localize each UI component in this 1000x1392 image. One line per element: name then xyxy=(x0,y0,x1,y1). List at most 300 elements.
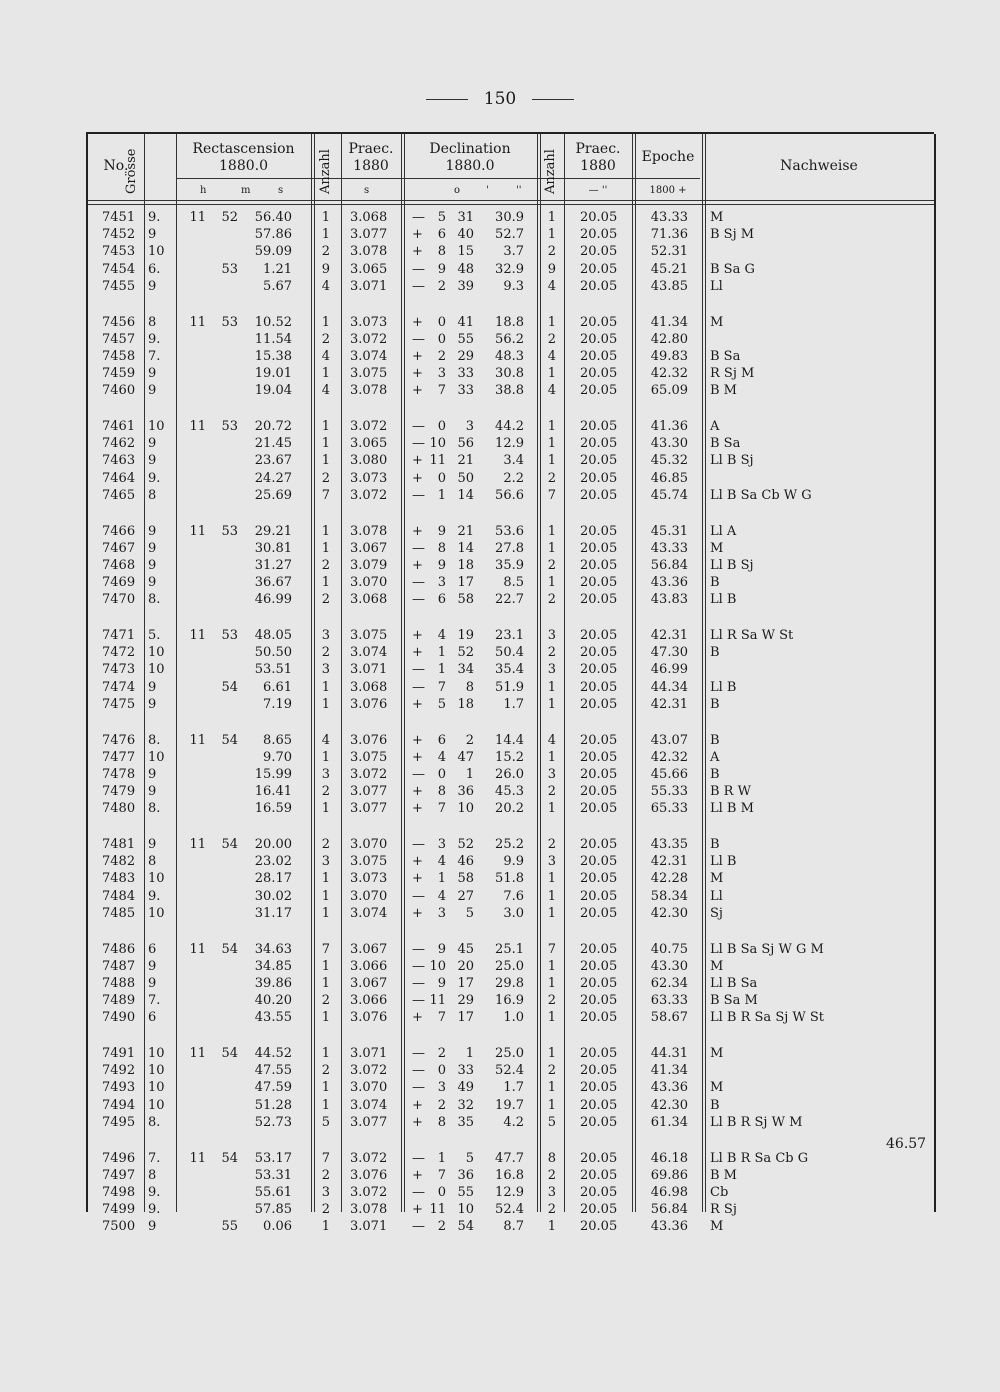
ra-seconds: 24.27 xyxy=(254,470,292,486)
dec-arcmin: 33 xyxy=(457,383,474,399)
dec-sign: — xyxy=(412,1219,425,1235)
table-row xyxy=(88,382,934,399)
star-number: 7456 xyxy=(102,314,136,330)
dec-count: 4 xyxy=(547,348,556,364)
ra-seconds: 53.17 xyxy=(254,1150,292,1166)
magnitude: 9 xyxy=(148,766,157,782)
dec-arcmin: 29 xyxy=(457,348,474,364)
dec-sign: + xyxy=(412,1097,423,1113)
dec-sign: + xyxy=(412,523,423,539)
references: Ll B R Sa Sj W St xyxy=(710,1010,825,1026)
table-row xyxy=(88,314,934,331)
references: R Sj xyxy=(710,1202,737,1218)
epoch: 49.83 xyxy=(650,348,688,364)
magnitude: 8. xyxy=(148,801,161,817)
dec-arcsec: 50.4 xyxy=(495,645,524,661)
dec-degrees: 10 xyxy=(429,436,446,452)
dec-arcmin: 56 xyxy=(457,436,474,452)
dec-arcmin: 18 xyxy=(457,696,474,712)
dec-degrees: 4 xyxy=(437,854,446,870)
references: Ll xyxy=(710,888,723,904)
epoch: 42.32 xyxy=(650,749,688,765)
references: Ll B Sj xyxy=(710,557,754,573)
ra-precession: 3.067 xyxy=(350,540,388,556)
references: Ll B xyxy=(710,679,737,695)
dec-sign: — xyxy=(412,662,425,678)
references: Ll B M xyxy=(710,801,754,817)
dec-sign: — xyxy=(412,766,425,782)
ra-count: 1 xyxy=(321,540,330,556)
ra-seconds: 20.72 xyxy=(254,419,292,434)
dec-degrees: 0 xyxy=(437,1063,446,1079)
dec-count: 1 xyxy=(547,210,556,225)
header-praec-dec-year: 1880 xyxy=(580,158,616,174)
table-row xyxy=(88,591,934,608)
table-row xyxy=(88,992,934,1009)
ra-count: 1 xyxy=(321,1219,330,1235)
magnitude: 9. xyxy=(148,210,161,225)
references: M xyxy=(710,958,724,974)
dec-arcsec: 38.8 xyxy=(495,383,524,399)
dec-precession: 20.05 xyxy=(580,1063,618,1079)
dec-arcsec: 48.3 xyxy=(495,348,524,364)
epoch: 46.99 xyxy=(650,662,688,678)
dec-sign: + xyxy=(412,348,423,364)
dec-degrees: 7 xyxy=(437,679,446,695)
ra-seconds: 36.67 xyxy=(254,575,292,591)
star-number: 7454 xyxy=(102,261,136,277)
epoch: 42.31 xyxy=(650,696,688,712)
dec-arcsec: 45.3 xyxy=(495,784,524,800)
dec-sign: + xyxy=(412,1010,423,1026)
ra-minutes: 54 xyxy=(221,941,238,957)
dec-count: 1 xyxy=(547,419,556,434)
ra-precession: 3.070 xyxy=(350,575,388,591)
table-row xyxy=(88,435,934,452)
magnitude: 9 xyxy=(148,1219,157,1235)
magnitude: 7. xyxy=(148,993,161,1009)
ra-hours: 11 xyxy=(189,314,206,330)
dec-degrees: 6 xyxy=(437,227,446,243)
dec-precession: 20.05 xyxy=(580,958,618,974)
dec-sign: + xyxy=(412,1202,423,1218)
dec-arcsec: 51.9 xyxy=(495,679,524,695)
dec-degrees: 3 xyxy=(437,575,446,591)
ra-count: 2 xyxy=(321,470,330,486)
dec-arcsec: 4.2 xyxy=(503,1114,524,1130)
ra-count: 2 xyxy=(321,557,330,573)
dec-count: 3 xyxy=(547,854,556,870)
dec-arcmin: 36 xyxy=(457,1167,474,1183)
dec-arcmin: 55 xyxy=(457,331,474,347)
star-number: 7476 xyxy=(102,732,136,748)
dec-degrees: 1 xyxy=(437,662,446,678)
magnitude: 9 xyxy=(148,523,157,539)
dec-arcmin: 33 xyxy=(457,1063,474,1079)
dec-precession: 20.05 xyxy=(580,696,618,712)
references: Sj xyxy=(710,905,723,921)
dec-sign: + xyxy=(412,314,423,330)
dec-degrees: 11 xyxy=(429,453,446,469)
dec-count: 2 xyxy=(547,557,556,573)
dec-arcmin: 32 xyxy=(457,1097,474,1113)
dec-count: 1 xyxy=(547,1046,556,1061)
header-bottom-rule xyxy=(88,200,934,205)
ra-seconds: 5.67 xyxy=(263,278,292,294)
ra-count: 2 xyxy=(321,645,330,661)
dec-precession: 20.05 xyxy=(580,348,618,364)
star-number: 7463 xyxy=(102,453,136,469)
dec-degrees: 8 xyxy=(437,540,446,556)
ra-minutes: 54 xyxy=(221,837,238,852)
references: M xyxy=(710,540,724,556)
dec-arcmin: 21 xyxy=(457,523,474,539)
table-row xyxy=(88,836,934,853)
ra-seconds: 16.41 xyxy=(254,784,292,800)
dec-precession: 20.05 xyxy=(580,679,618,695)
dec-degrees: 0 xyxy=(437,470,446,486)
ra-precession: 3.072 xyxy=(350,331,388,347)
dec-degrees: 7 xyxy=(437,801,446,817)
star-number: 7457 xyxy=(102,331,136,347)
dec-precession: 20.05 xyxy=(580,453,618,469)
dec-arcsec: 29.8 xyxy=(495,975,524,991)
dec-precession: 20.05 xyxy=(580,766,618,782)
dec-degrees: 11 xyxy=(429,1202,446,1218)
ra-seconds: 19.04 xyxy=(254,383,292,399)
dec-degrees: 2 xyxy=(437,348,446,364)
dec-sign: + xyxy=(412,470,423,486)
references: B Sa M xyxy=(710,993,758,1009)
ra-count: 1 xyxy=(321,975,330,991)
dec-count: 1 xyxy=(547,314,556,330)
ra-seconds: 40.20 xyxy=(254,993,292,1009)
magnitude: 6. xyxy=(148,261,161,277)
dec-degrees: 10 xyxy=(429,958,446,974)
page-number-dash-right xyxy=(532,99,574,100)
references: Ll B Sj xyxy=(710,453,754,469)
dec-sign: + xyxy=(412,366,423,382)
ra-seconds: 19.01 xyxy=(254,366,292,382)
ra-precession: 3.072 xyxy=(350,766,388,782)
dec-precession: 20.05 xyxy=(580,575,618,591)
references: B xyxy=(710,1097,720,1113)
ra-hours: 11 xyxy=(189,523,206,539)
ra-count: 4 xyxy=(321,278,330,294)
dec-arcmin: 45 xyxy=(457,941,474,957)
star-number: 7455 xyxy=(102,278,136,294)
dec-arcsec: 3.0 xyxy=(503,905,524,921)
dec-arcmin: 15 xyxy=(457,244,474,260)
dec-precession: 20.05 xyxy=(580,470,618,486)
ra-precession: 3.075 xyxy=(350,366,388,382)
dec-sign: + xyxy=(412,453,423,469)
star-number: 7484 xyxy=(102,888,136,904)
ra-count: 4 xyxy=(321,383,330,399)
dec-arcmin: 34 xyxy=(457,662,474,678)
dec-precession: 20.05 xyxy=(580,540,618,556)
dec-sign: — xyxy=(412,837,425,852)
dec-arcmin: 55 xyxy=(457,1184,474,1200)
star-number: 7481 xyxy=(102,837,136,852)
magnitude: 9. xyxy=(148,331,161,347)
magnitude: 9 xyxy=(148,958,157,974)
ra-precession: 3.072 xyxy=(350,1184,388,1200)
dec-arcsec: 56.6 xyxy=(495,487,524,503)
ra-count: 1 xyxy=(321,227,330,243)
magnitude: 9 xyxy=(148,436,157,452)
dec-arcmin: 14 xyxy=(457,487,474,503)
dec-arcsec: 1.7 xyxy=(503,696,524,712)
ra-count: 3 xyxy=(321,766,330,782)
star-number: 7468 xyxy=(102,557,136,573)
dec-sign: + xyxy=(412,244,423,260)
dec-precession: 20.05 xyxy=(580,784,618,800)
star-number: 7477 xyxy=(102,749,136,765)
ra-seconds: 44.52 xyxy=(254,1046,292,1061)
star-number: 7487 xyxy=(102,958,136,974)
star-number: 7461 xyxy=(102,419,136,434)
ra-hours: 11 xyxy=(189,1150,206,1166)
dec-arcmin: 47 xyxy=(457,749,474,765)
ra-precession: 3.078 xyxy=(350,1202,388,1218)
dec-arcmin: 29 xyxy=(457,993,474,1009)
header-subline xyxy=(176,178,692,179)
ra-precession: 3.076 xyxy=(350,1167,388,1183)
epoch: 43.30 xyxy=(650,436,688,452)
ra-count: 1 xyxy=(321,696,330,712)
dec-arcmin: 35 xyxy=(457,1114,474,1130)
header-anzahl-ra: Anzahl xyxy=(318,149,333,194)
dec-sign: + xyxy=(412,784,423,800)
header-anzahl-dec: Anzahl xyxy=(543,149,558,194)
dec-arcsec: 22.7 xyxy=(495,592,524,608)
dec-arcmin: 54 xyxy=(457,1219,474,1235)
references: B Sa xyxy=(710,348,741,364)
dec-sign: — xyxy=(412,975,425,991)
ra-count: 3 xyxy=(321,854,330,870)
table-row xyxy=(88,661,934,678)
ra-minutes: 55 xyxy=(221,1219,238,1235)
table-row xyxy=(88,870,934,887)
ra-seconds: 48.05 xyxy=(254,628,292,643)
ra-seconds: 1.21 xyxy=(263,261,292,277)
ra-seconds: 31.17 xyxy=(254,905,292,921)
ra-precession: 3.067 xyxy=(350,941,388,957)
dec-arcsec: 19.7 xyxy=(495,1097,524,1113)
dec-count: 3 xyxy=(547,628,556,643)
header-no: No. xyxy=(103,158,129,174)
ra-count: 7 xyxy=(321,487,330,503)
references: Ll R Sa W St xyxy=(710,628,794,643)
epoch: 42.31 xyxy=(650,628,688,643)
ra-minutes: 53 xyxy=(221,419,238,434)
ra-seconds: 15.99 xyxy=(254,766,292,782)
star-number: 7466 xyxy=(102,523,136,539)
dec-sign: + xyxy=(412,1167,423,1183)
ra-precession: 3.070 xyxy=(350,837,388,852)
references: Ll B R Sj W M xyxy=(710,1114,803,1130)
ra-precession: 3.078 xyxy=(350,244,388,260)
references: Ll A xyxy=(710,523,737,539)
dec-sign: + xyxy=(412,871,423,887)
epoch: 52.31 xyxy=(650,244,688,260)
dec-arcsec: 32.9 xyxy=(495,261,524,277)
ra-count: 2 xyxy=(321,331,330,347)
ra-count: 2 xyxy=(321,837,330,852)
table-row xyxy=(88,1167,934,1184)
epoch: 56.84 xyxy=(650,1202,688,1218)
references: M xyxy=(710,1046,724,1061)
header-praec-dec-unit: — '' xyxy=(588,185,608,196)
dec-count: 2 xyxy=(547,1063,556,1079)
header-groesse: Grösse xyxy=(124,148,139,194)
star-number: 7480 xyxy=(102,801,136,817)
dec-degrees: 1 xyxy=(437,871,446,887)
epoch: 65.09 xyxy=(650,383,688,399)
dec-arcmin: 36 xyxy=(457,784,474,800)
dec-count: 1 xyxy=(547,975,556,991)
magnitude: 8 xyxy=(148,854,157,870)
dec-precession: 20.05 xyxy=(580,331,618,347)
ra-seconds: 56.40 xyxy=(254,210,292,225)
dec-arcmin: 1 xyxy=(465,1046,474,1061)
star-number: 7485 xyxy=(102,905,136,921)
magnitude: 10 xyxy=(148,1063,165,1079)
star-number: 7498 xyxy=(102,1184,136,1200)
magnitude: 9. xyxy=(148,1202,161,1218)
ra-count: 3 xyxy=(321,1184,330,1200)
ra-count: 1 xyxy=(321,419,330,434)
star-number: 7495 xyxy=(102,1114,136,1130)
dec-count: 2 xyxy=(547,470,556,486)
dec-count: 1 xyxy=(547,1080,556,1096)
dec-precession: 20.05 xyxy=(580,1219,618,1235)
epoch: 69.86 xyxy=(650,1167,688,1183)
magnitude: 9 xyxy=(148,837,157,852)
ra-seconds: 23.67 xyxy=(254,453,292,469)
page-number xyxy=(0,89,1000,109)
dec-arcmin: 5 xyxy=(465,1150,474,1166)
dec-sign: — xyxy=(412,1184,425,1200)
magnitude: 9 xyxy=(148,575,157,591)
ra-count: 1 xyxy=(321,210,330,225)
dec-count: 1 xyxy=(547,575,556,591)
ra-count: 1 xyxy=(321,453,330,469)
ra-count: 1 xyxy=(321,1010,330,1026)
ra-count: 1 xyxy=(321,905,330,921)
references: B Sa G xyxy=(710,261,755,277)
ra-seconds: 23.02 xyxy=(254,854,292,870)
dec-arcsec: 30.8 xyxy=(495,366,524,382)
dec-arcsec: 1.0 xyxy=(503,1010,524,1026)
ra-hours: 11 xyxy=(189,419,206,434)
star-number: 7482 xyxy=(102,854,136,870)
dec-arcsec: 8.5 xyxy=(503,575,524,591)
epoch: 71.36 xyxy=(650,227,688,243)
dec-arcmin: 49 xyxy=(457,1080,474,1096)
dec-count: 1 xyxy=(547,905,556,921)
ra-precession: 3.066 xyxy=(350,993,388,1009)
dec-arcmin: 52 xyxy=(457,645,474,661)
ra-precession: 3.075 xyxy=(350,628,388,643)
dec-arcmin: 14 xyxy=(457,540,474,556)
dec-count: 7 xyxy=(547,487,556,503)
dec-precession: 20.05 xyxy=(580,261,618,277)
star-number: 7499 xyxy=(102,1202,136,1218)
references: M xyxy=(710,1219,724,1235)
dec-precession: 20.05 xyxy=(580,749,618,765)
ra-seconds: 7.19 xyxy=(263,696,292,712)
dec-count: 2 xyxy=(547,244,556,260)
star-number: 7494 xyxy=(102,1097,136,1113)
dec-arcmin: 21 xyxy=(457,453,474,469)
ra-precession: 3.068 xyxy=(350,592,388,608)
dec-degrees: 2 xyxy=(437,1219,446,1235)
dec-degrees: 8 xyxy=(437,784,446,800)
header-epoche: Epoche xyxy=(641,149,695,165)
ra-count: 4 xyxy=(321,348,330,364)
epoch: 43.33 xyxy=(650,540,688,556)
epoch: 65.33 xyxy=(650,801,688,817)
dec-arcsec: 25.0 xyxy=(495,958,524,974)
star-number: 7479 xyxy=(102,784,136,800)
star-number: 7467 xyxy=(102,540,136,556)
epoch: 42.30 xyxy=(650,1097,688,1113)
dec-precession: 20.05 xyxy=(580,366,618,382)
references: M xyxy=(710,871,724,887)
table-row xyxy=(88,523,934,540)
ra-count: 1 xyxy=(321,366,330,382)
table-row xyxy=(88,487,934,504)
dec-arcsec: 25.1 xyxy=(495,941,524,957)
dec-degrees: 0 xyxy=(437,331,446,347)
dec-sign: + xyxy=(412,905,423,921)
ra-count: 1 xyxy=(321,888,330,904)
ra-seconds: 39.86 xyxy=(254,975,292,991)
ra-seconds: 25.69 xyxy=(254,487,292,503)
dec-arcmin: 48 xyxy=(457,261,474,277)
epoch: 61.34 xyxy=(650,1114,688,1130)
dec-arcmin: 39 xyxy=(457,278,474,294)
dec-sign: + xyxy=(412,696,423,712)
magnitude: 9 xyxy=(148,975,157,991)
star-number: 7493 xyxy=(102,1080,136,1096)
ra-precession: 3.074 xyxy=(350,645,388,661)
ra-count: 7 xyxy=(321,1150,330,1166)
dec-arcsec: 18.8 xyxy=(495,314,524,330)
magnitude: 7. xyxy=(148,348,161,364)
star-number: 7488 xyxy=(102,975,136,991)
dec-degrees: 1 xyxy=(437,487,446,503)
ra-count: 1 xyxy=(321,958,330,974)
dec-arcmin: 27 xyxy=(457,888,474,904)
ra-count: 2 xyxy=(321,784,330,800)
table-row xyxy=(88,644,934,661)
ra-precession: 3.077 xyxy=(350,801,388,817)
table-row xyxy=(88,1150,934,1167)
dec-precession: 20.05 xyxy=(580,1046,618,1061)
dec-arcsec: 15.2 xyxy=(495,749,524,765)
ra-seconds: 57.85 xyxy=(254,1202,292,1218)
dec-sign: + xyxy=(412,1114,423,1130)
references: B Sj M xyxy=(710,227,755,243)
star-number: 7453 xyxy=(102,244,136,260)
ra-seconds: 29.21 xyxy=(254,523,292,539)
references: B xyxy=(710,575,720,591)
ra-seconds: 30.02 xyxy=(254,888,292,904)
dec-degrees: 4 xyxy=(437,749,446,765)
